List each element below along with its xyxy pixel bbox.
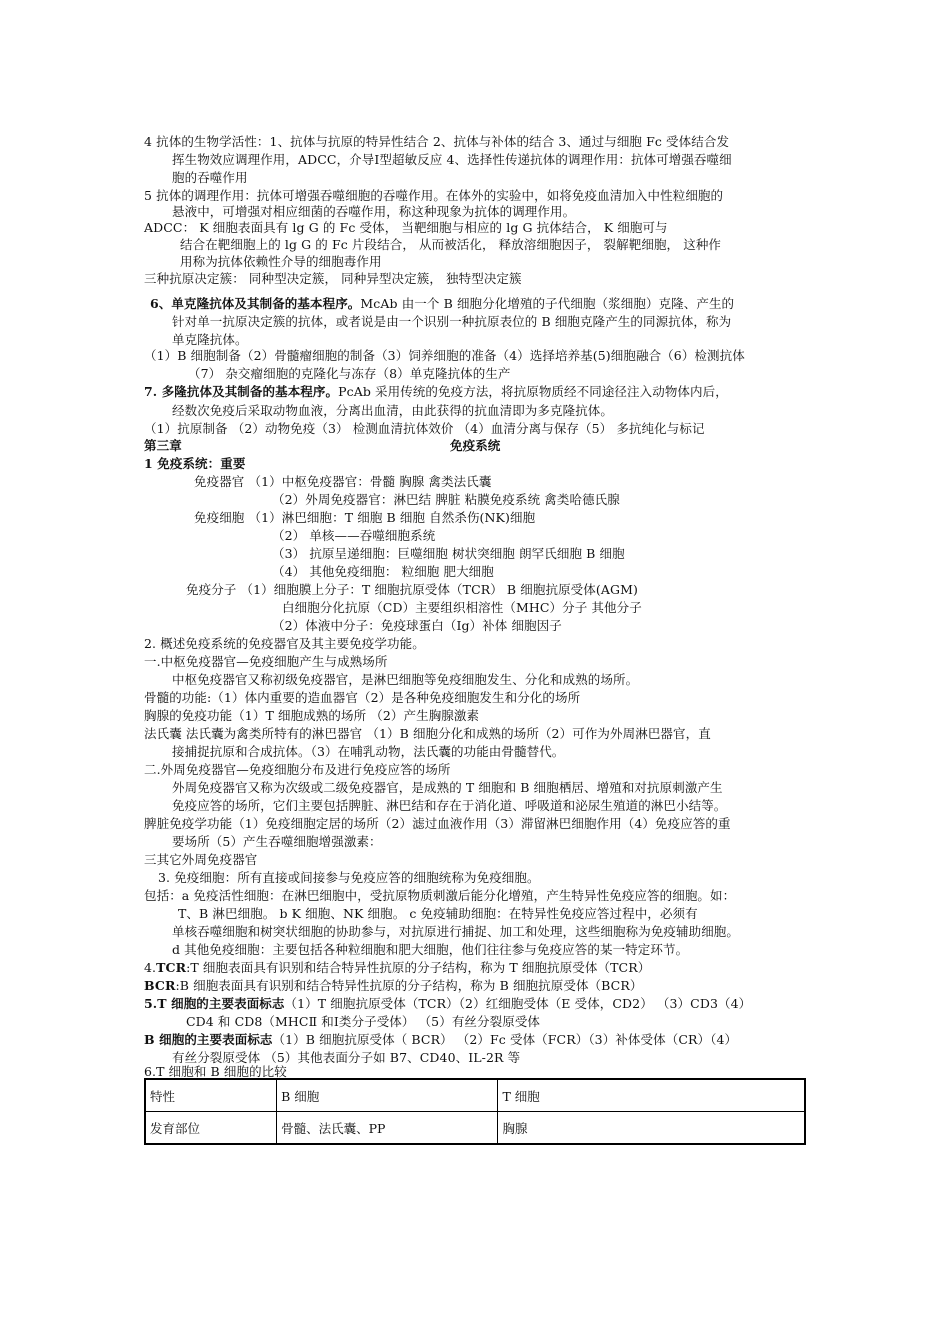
text-line: 2. 概述免疫系统的免疫器官及其主要免疫学功能。 bbox=[144, 636, 425, 651]
text-line: d 其他免疫细胞：主要包括各种粒细胞和肥大细胞，他们往往参与免疫应答的某一特定环节。 bbox=[172, 942, 689, 957]
comparison-table bbox=[144, 1078, 806, 1145]
text-line bbox=[144, 384, 728, 400]
chapter-title: 免疫系统 bbox=[450, 438, 501, 453]
text-line bbox=[144, 1032, 737, 1048]
section-heading: 7. 多隆抗体及其制备的基本程序。 bbox=[144, 384, 339, 399]
text-line: 要场所（5）产生吞噬细胞增强激素： bbox=[172, 834, 382, 849]
text-line: T、B 淋巴细胞。 b K 细胞、NK 细胞。 c 免疫辅助细胞：在特异性免疫应答过程中，必须有 bbox=[178, 906, 698, 921]
text-line: 胞的吞噬作用 bbox=[172, 170, 248, 185]
text-line: 三种抗原决定簇： 同种型决定簇， 同种异型决定簇， 独特型决定簇 bbox=[144, 271, 522, 286]
text-line: 三其它外周免疫器官 bbox=[144, 852, 258, 867]
text-line: （1）B 细胞制备（2）骨髓瘤细胞的制备（3）饲养细胞的准备（4）选择培养基(5)细胞融合（6）检测抗体 bbox=[144, 348, 745, 363]
text-line bbox=[144, 960, 650, 976]
text-line: （4） 其他免疫细胞： 粒细胞 肥大细胞 bbox=[272, 564, 494, 579]
section-heading: 5.T 细胞的主要表面标志 bbox=[144, 996, 285, 1011]
text-line: （2） 单核——吞噬细胞系统 bbox=[272, 528, 436, 543]
text-line: 针对单一抗原决定簇的抗体，或者说是由一个识别一种抗原表位的 B 细胞克隆产生的同源抗体，称为 bbox=[172, 314, 732, 329]
text-line: （1）抗原制备 （2）动物免疫（3） 检测血清抗体效价 （4）血清分离与保存（5） 多抗纯化与标记 bbox=[144, 421, 705, 436]
text-span: （1）T 细胞抗原受体（TCR）（2）红细胞受体（E 受体，CD2） （3）CD3（4） bbox=[284, 996, 752, 1011]
text-line: 法氏囊 法氏囊为禽类所特有的淋巴器官 （1）B 细胞分化和成熟的场所（2）可作为外周淋巴器官，直 bbox=[144, 726, 711, 741]
text-line: 挥生物效应调理作用，ADCC，介导Ⅰ型超敏反应 4、选择性传递抗体的调理作用：抗体可增强吞噬细 bbox=[172, 152, 732, 167]
text-line: 3. 免疫细胞：所有直接或间接参与免疫应答的细胞统称为免疫细胞。 bbox=[158, 870, 540, 885]
text-line: 外周免疫器官又称为次级或二级免疫器官，是成熟的 T 细胞和 B 细胞栖居、增殖和对抗原刺激产生 bbox=[172, 780, 723, 795]
text-line: （2）体液中分子：免疫球蛋白（Ig）补体 细胞因子 bbox=[272, 618, 562, 633]
text-line: CD4 和 CD8（MHCⅡ 和Ⅰ类分子受体） （5）有丝分裂原受体 bbox=[186, 1014, 541, 1029]
text-line: 5 抗体的调理作用：抗体可增强吞噬细胞的吞噬作用。在体外的实验中，如将免疫血清加入中性粒细胞的 bbox=[144, 188, 724, 203]
chapter-number: 第三章 bbox=[144, 438, 182, 453]
text-line: 悬液中，可增强对相应细菌的吞噬作用，称这种现象为抗体的调理作用。 bbox=[172, 204, 576, 219]
table-cell: 特性 bbox=[145, 1079, 277, 1112]
text-line: 4 抗体的生物学活性：1、抗体与抗原的特异性结合 2、抗体与补体的结合 3、通过与细胞 Fc 受体结合发 bbox=[144, 134, 730, 149]
text-line: 白细胞分化抗原（CD）主要组织相溶性（MHC）分子 其他分子 bbox=[282, 600, 642, 615]
text-line: 免疫应答的场所，它们主要包括脾脏、淋巴结和存在于消化道、呼吸道和泌尿生殖道的淋巴小结等。 bbox=[172, 798, 727, 813]
text-span: （1）B 细胞抗原受体（ BCR） （2）Fc 受体（FCR）（3）补体受体（CR）（4） bbox=[272, 1032, 738, 1047]
text-line: （2）外周免疫器官：淋巴结 脾脏 粘膜免疫系统 禽类哈德氏腺 bbox=[272, 492, 620, 507]
text-span: McAb 由一个 B 细胞分化增殖的子代细胞（浆细胞）克隆、产生的 bbox=[360, 296, 735, 311]
text-line bbox=[144, 978, 642, 994]
text-line: 一.中枢免疫器官—免疫细胞产生与成熟场所 bbox=[144, 654, 388, 669]
text-line: 脾脏免疫学功能（1）免疫细胞定居的场所（2）滤过血液作用（3）滞留淋巴细胞作用（4）免疫应答的重 bbox=[144, 816, 731, 831]
table-cell: 发育部位 bbox=[145, 1112, 277, 1145]
text-line: 包括：a 免疫活性细胞：在淋巴细胞中，受抗原物质刺激后能分化增殖，产生特异性免疫应答的细胞。如： bbox=[144, 888, 736, 903]
text-line: 二.外周免疫器官—免疫细胞分布及进行免疫应答的场所 bbox=[144, 762, 451, 777]
table-cell: T 细胞 bbox=[498, 1079, 805, 1112]
text-line: 经数次免疫后采取动物血液，分离出血清，由此获得的抗血清即为多克隆抗体。 bbox=[172, 403, 614, 418]
text-span: :B 细胞表面具有识别和结合特异性抗原的分子结构，称为 B 细胞抗原受体（BCR） bbox=[175, 978, 643, 993]
section-heading: B 细胞的主要表面标志 bbox=[144, 1032, 273, 1047]
text-line: 6.T 细胞和 B 细胞的比较 bbox=[144, 1064, 287, 1079]
text-line: 用称为抗体依赖性介导的细胞毒作用 bbox=[180, 254, 382, 269]
text-span: :T 细胞表面具有识别和结合特异性抗原的分子结构，称为 T 细胞抗原受体（TCR） bbox=[186, 960, 651, 975]
table-cell: 胸腺 bbox=[498, 1112, 805, 1145]
table-cell: B 细胞 bbox=[277, 1079, 498, 1112]
text-line: 单核吞噬细胞和树突状细胞的协助参与，对抗原进行捕捉、加工和处理，这些细胞称为免疫辅助细胞。 bbox=[172, 924, 740, 939]
table-row bbox=[145, 1079, 805, 1112]
text-line: 有丝分裂原受体 （5）其他表面分子如 B7、CD40、IL-2R 等 bbox=[172, 1050, 521, 1065]
text-line: 单克隆抗体。 bbox=[172, 332, 248, 347]
text-line: （7） 杂交瘤细胞的克隆化与冻存（8）单克隆抗体的生产 bbox=[188, 366, 511, 381]
text-line: 骨髓的功能:（1）体内重要的造血器官（2）是各种免疫细胞发生和分化的场所 bbox=[144, 690, 581, 705]
text-span: 4. bbox=[144, 960, 157, 975]
text-line: ADCC： K 细胞表面具有 lg G 的 Fc 受体， 当靶细胞与相应的 lg G 抗体结合， K 细胞可与 bbox=[144, 220, 668, 235]
text-line: 免疫器官 （1）中枢免疫器官：骨髓 胸腺 禽类法氏囊 bbox=[194, 474, 492, 489]
text-line: （3） 抗原呈递细胞：巨噬细胞 树状突细胞 朗罕氏细胞 B 细胞 bbox=[272, 546, 625, 561]
text-line: 结合在靶细胞上的 lg G 的 Fc 片段结合， 从而被活化， 释放溶细胞因子， 裂解靶细胞， 这种作 bbox=[180, 237, 722, 252]
text-line: 胸腺的免疫功能（1）T 细胞成熟的场所 （2）产生胸腺激素 bbox=[144, 708, 480, 723]
term-bcr: BCR bbox=[144, 978, 176, 993]
text-line bbox=[144, 996, 751, 1012]
table-row bbox=[145, 1112, 805, 1145]
text-line: 免疫分子 （1）细胞膜上分子：T 细胞抗原受体（TCR） B 细胞抗原受体(AGM) bbox=[186, 582, 638, 597]
text-line: 免疫细胞 （1）淋巴细胞：T 细胞 B 细胞 自然杀伤(NK)细胞 bbox=[194, 510, 536, 525]
term-tcr: TCR bbox=[156, 960, 187, 975]
section-heading: 6、单克隆抗体及其制备的基本程序。 bbox=[150, 296, 361, 311]
text-line: 中枢免疫器官又称初级免疫器官，是淋巴细胞等免疫细胞发生、分化和成熟的场所。 bbox=[172, 672, 639, 687]
text-line bbox=[150, 296, 734, 312]
text-span: PcAb 采用传统的免疫方法，将抗原物质经不同途径注入动物体内后， bbox=[338, 384, 728, 399]
text-line: 接捕捉抗原和合成抗体。（3）在哺乳动物，法氏囊的功能由骨髓替代。 bbox=[172, 744, 565, 759]
table-cell: 骨髓、法氏囊、PP bbox=[277, 1112, 498, 1145]
section-heading: 1 免疫系统：重要 bbox=[144, 456, 246, 471]
